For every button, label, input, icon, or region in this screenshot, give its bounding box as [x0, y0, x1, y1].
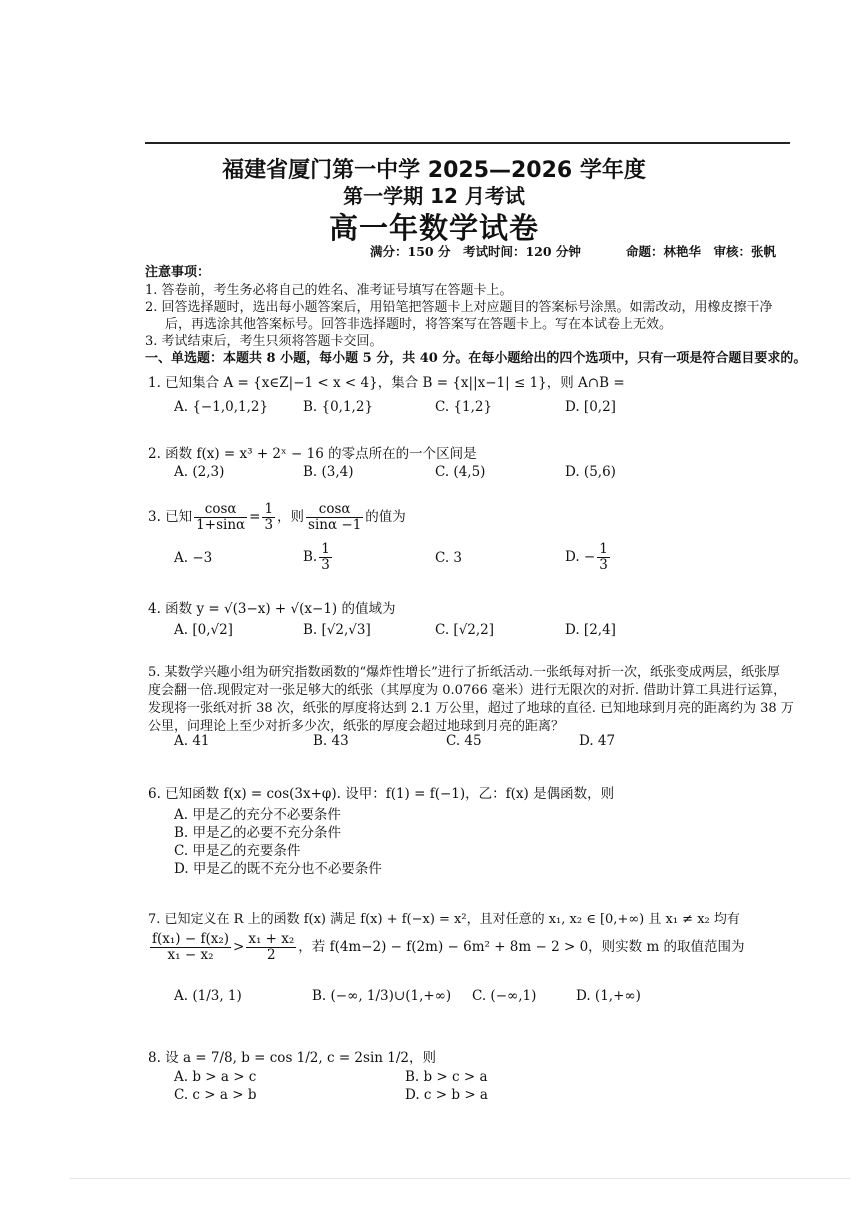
notice-item-2a: 2. 回答选择题时，选出每小题答案后，用铅笔把答题卡上对应题目的答案标号涂黑。如需改动，用橡皮擦干净 — [145, 300, 773, 315]
question-7-option-c: C. (−∞,1) — [472, 988, 537, 1004]
question-8-option-d: D. c > b > a — [405, 1087, 488, 1103]
question-4-option-a: A. [0,√2] — [174, 622, 233, 638]
fraction-one-third: $\frac{1}{3}$ — [264, 501, 274, 533]
question-4-option-c: C. [√2,2] — [435, 622, 495, 638]
question-3-stem: 3. 已知 $\frac{\cos\alpha}{1+\sin\alpha}$ = $\frac{1}{3}$ ，则 $\frac{\cos\alpha}{\sin\alpha -1}$ 的值为 — [148, 501, 406, 533]
fraction-cos-over-sin-minus-1: $\frac{\cos\alpha}{\sin\alpha -1}$ — [308, 501, 362, 533]
question-5-option-d: D. 47 — [579, 733, 616, 749]
question-2-option-c: C. (4,5) — [435, 464, 486, 480]
notice-item-2b: 后，再选涂其他答案标号。回答非选择题时，将答案写在答题卡上。写在本试卷上无效。 — [165, 317, 673, 332]
question-1-option-b: B. {0,1,2} — [303, 399, 374, 415]
fraction-average: $\frac{\text{x₁ + x₂}}{2}$ — [248, 931, 295, 963]
author-info: 命题：林艳华 审核：张帆 — [626, 244, 777, 259]
question-3-prefix: 3. 已知 — [148, 509, 193, 525]
question-5-line-3: 发现将一张纸对折 38 次，纸张的厚度将达到 2.1 万公里，超过了地球的直径. 已知地球到月亮的距离约为 38 万 — [148, 701, 794, 716]
question-3-option-d: D. − $\frac{1}{3}$ — [565, 541, 608, 573]
question-8-option-c: C. c > a > b — [174, 1087, 257, 1103]
question-2-option-a: A. (2,3) — [174, 464, 225, 480]
question-6-option-b: B. 甲是乙的必要不充分条件 — [174, 825, 342, 841]
question-6-stem: 6. 已知函数 f(x) = cos(3x+φ). 设甲：f(1) = f(−1)，乙：f(x) 是偶函数，则 — [148, 786, 615, 802]
question-7-option-d: D. (1,+∞) — [576, 988, 641, 1004]
question-6-option-a: A. 甲是乙的充分不必要条件 — [174, 807, 341, 823]
score-info: 满分：150 分 考试时间：120 分钟 — [370, 244, 581, 259]
question-7-option-b: B. (−∞, 1/3)∪(1,+∞) — [312, 988, 452, 1004]
question-1-option-d: D. [0,2] — [565, 399, 616, 415]
question-8-option-a: A. b > a > c — [174, 1069, 257, 1085]
question-6-option-d: D. 甲是乙的既不充分也不必要条件 — [174, 861, 382, 877]
scan-edge-line — [70, 1178, 850, 1179]
notice-heading: 注意事项： — [145, 265, 211, 280]
question-7-line-2: $\frac{\text{f(x₁) − f(x₂)}}{\text{x₁ − x₂}}$ > $\frac{\text{x₁ + x₂}}{2}$ ，若 f(4m−2) − f(2m) − 6m² + 8m − 2 > 0，则实数 m 的取值范围为 — [152, 931, 745, 963]
question-3-option-a: A. −3 — [174, 550, 213, 566]
question-3-option-b: B. $\frac{1}{3}$ — [303, 541, 330, 573]
question-8-option-b: B. b > c > a — [405, 1069, 488, 1085]
question-4-option-b: B. [√2,√3] — [303, 622, 371, 638]
notice-item-1: 1. 答卷前，考生务必将自己的姓名、准考证号填写在答题卡上。 — [145, 283, 513, 298]
question-2-option-b: B. (3,4) — [303, 464, 354, 480]
question-2-option-d: D. (5,6) — [565, 464, 616, 480]
paper-title: 高一年数学试卷 — [328, 211, 539, 245]
question-7-line-1: 7. 已知定义在 R 上的函数 f(x) 满足 f(x) + f(−x) = x²，且对任意的 x₁, x₂ ∈ [0,+∞) 且 x₁ ≠ x₂ 均有 — [148, 912, 740, 927]
question-1-option-c: C. {1,2} — [435, 399, 493, 415]
question-5-option-b: B. 43 — [313, 733, 349, 749]
school-title: 福建省厦门第一中学 2025—2026 学年度 — [222, 158, 646, 183]
question-6-option-c: C. 甲是乙的充要条件 — [174, 843, 301, 859]
question-5-option-a: A. 41 — [174, 733, 210, 749]
fraction-cos-over-1-plus-sin: $\frac{\cos\alpha}{1+\sin\alpha}$ — [196, 501, 246, 533]
question-1-option-a: A. {−1,0,1,2} — [174, 399, 269, 415]
question-4-option-d: D. [2,4] — [565, 622, 616, 638]
question-1-stem: 1. 已知集合 A = {x∈Z|−1 < x < 4}，集合 B = {x||x−1| ≤ 1}，则 A∩B = — [148, 375, 625, 391]
header-rule — [145, 142, 790, 144]
question-4-stem: 4. 函数 y = √(3−x) + √(x−1) 的值域为 — [148, 601, 396, 617]
question-7-option-a: A. (1/3, 1) — [174, 988, 242, 1004]
question-3-option-c: C. 3 — [435, 550, 463, 566]
notice-item-3: 3. 考试结束后，考生只须将答题卡交回。 — [145, 334, 383, 349]
question-5-line-1: 5. 某数学兴趣小组为研究指数函数的“爆炸性增长”进行了折纸活动.一张纸每对折一次，纸张变成两层，纸张厚 — [148, 665, 780, 680]
exam-title: 第一学期 12 月考试 — [343, 184, 525, 208]
section-heading: 一、单选题：本题共 8 小题，每小题 5 分，共 40 分。在每小题给出的四个选项中，只有一项是符合题目要求的。 — [145, 351, 807, 366]
fraction-difference-quotient: $\frac{\text{f(x₁) − f(x₂)}}{\text{x₁ − x₂}}$ — [152, 931, 230, 963]
question-5-option-c: C. 45 — [446, 733, 482, 749]
question-5-line-4: 公里，问理论上至少对折多少次，纸张的厚度会超过地球到月亮的距离？ — [148, 719, 565, 734]
question-5-line-2: 度会翻一倍.现假定对一张足够大的纸张（其厚度为 0.0766 毫米）进行无限次的对折. 借助计算工具进行运算， — [148, 683, 787, 698]
question-2-stem: 2. 函数 f(x) = x³ + 2ˣ − 16 的零点所在的一个区间是 — [148, 446, 477, 462]
question-8-stem: 8. 设 a = 7/8, b = cos 1/2, c = 2sin 1/2，则 — [148, 1050, 436, 1066]
